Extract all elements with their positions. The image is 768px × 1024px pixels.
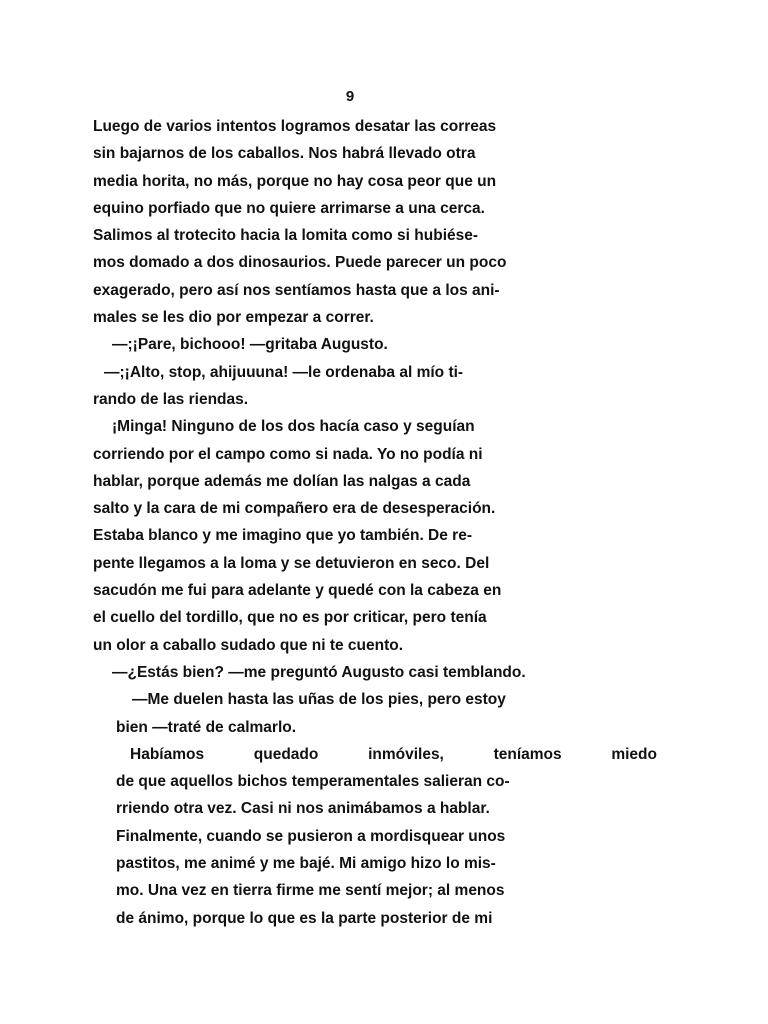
text-line: sin bajarnos de los caballos. Nos habrá llevado otra	[93, 145, 476, 163]
text-line: mos domado a dos dinosaurios. Puede parecer un poco	[93, 254, 507, 272]
text-line: ¡Minga! Ninguno de los dos hacía caso y seguían	[112, 418, 475, 436]
text-line: un olor a caballo sudado que ni te cuento.	[93, 636, 404, 654]
text-line: Luego de varios intentos logramos desatar las correas	[93, 118, 497, 135]
text-line: corriendo por el campo como si nada. Yo no podía ni	[93, 445, 483, 463]
text-line: de que aquellos bichos temperamentales salieran co-	[116, 773, 510, 791]
text-line	[130, 741, 657, 768]
word: quedado	[253, 745, 319, 763]
text-line: equino porfiado que no quiere arrimarse a una cerca.	[93, 199, 485, 217]
text-line: Finalmente, cuando se pusieron a mordisquear unos	[116, 827, 506, 845]
text-line: exagerado, pero así nos sentíamos hasta que a los ani-	[93, 281, 500, 299]
text-line: sacudón me fui para adelante y quedé con la cabeza en	[93, 582, 502, 600]
text-line: media horita, no más, porque no hay cosa peor que un	[93, 172, 497, 190]
text-line: rando de las riendas.	[93, 390, 249, 408]
text-line: el cuello del tordillo, que no es por criticar, pero tenía	[93, 609, 487, 627]
text-line: males se les dio por empezar a correr.	[93, 309, 374, 327]
text-line: pente llegamos a la loma y se detuvieron en seco. Del	[93, 554, 490, 572]
text-line: salto y la cara de mi compañero era de desesperación.	[93, 500, 496, 518]
text-line: Salimos al trotecito hacia la lomita como si hubiése-	[93, 227, 479, 245]
word: miedo	[611, 745, 657, 763]
text-line: hablar, porque además me dolían las nalgas a cada	[93, 472, 471, 490]
word: inmóviles,	[368, 745, 444, 763]
text-line: rriendo otra vez. Casi ni nos animábamos a hablar.	[116, 800, 490, 818]
text-line: —Me duelen hasta las uñas de los pies, pero estoy	[132, 691, 506, 709]
text-line: —;¡Pare, bichooo! —gritaba Augusto.	[112, 336, 388, 354]
word: teníamos	[493, 745, 562, 763]
text-line: de ánimo, porque lo que es la parte posterior de mi	[116, 909, 493, 927]
text-line: mo. Una vez en tierra firme me sentí mejor; al menos	[116, 882, 505, 900]
text-line: —¿Estás bien? —me preguntó Augusto casi temblando.	[112, 663, 526, 681]
text-line: bien —traté de calmarlo.	[116, 718, 297, 736]
word: Habíamos	[130, 745, 205, 763]
page-number: 9	[345, 88, 355, 105]
body-text	[0, 113, 768, 932]
text-line: pastitos, me animé y me bajé. Mi amigo hizo lo mis-	[116, 855, 496, 873]
text-line: —;¡Alto, stop, ahijuuuna! —le ordenaba al mío ti-	[104, 363, 464, 381]
text-line: Estaba blanco y me imagino que yo también. De re-	[93, 527, 472, 545]
